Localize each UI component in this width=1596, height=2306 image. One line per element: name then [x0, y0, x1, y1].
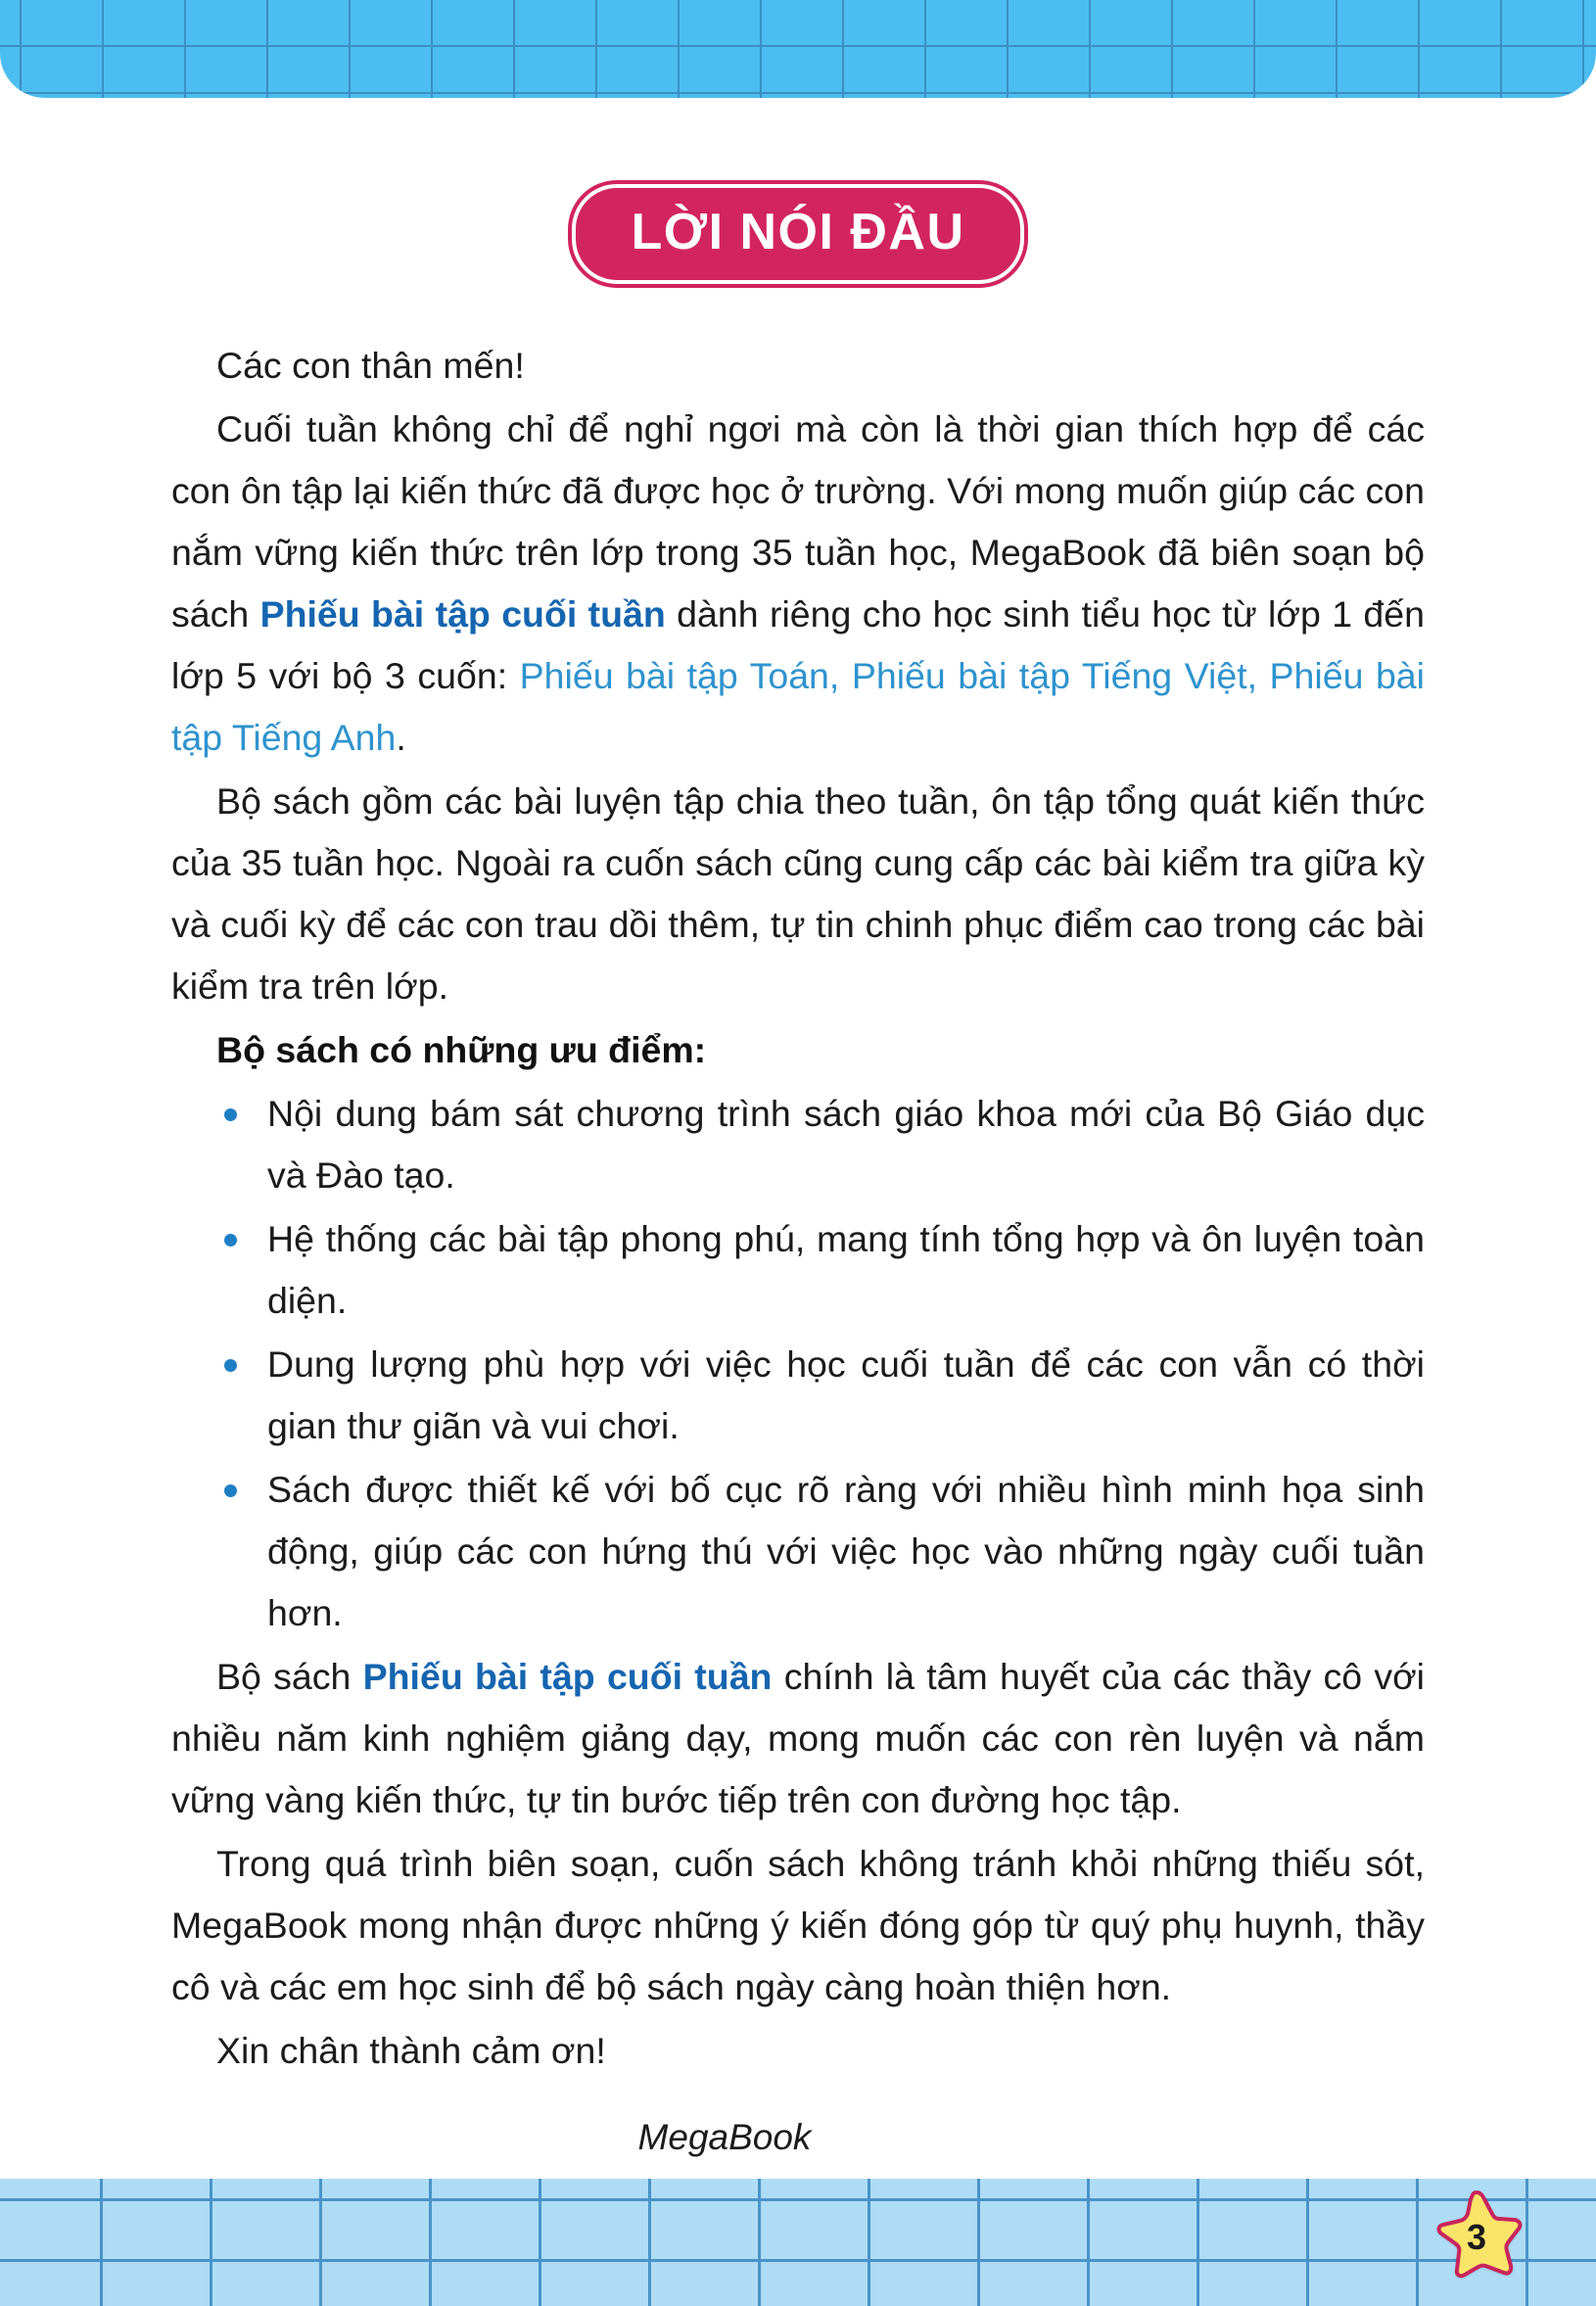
page-number-badge	[1428, 2188, 1526, 2284]
para3-bold-blue-title: Phiếu bài tập cuối tuần	[362, 1656, 773, 1697]
page-number: 3	[1466, 2217, 1487, 2257]
para5-text: Xin chân thành cảm ơn!	[216, 2030, 606, 2071]
list-item	[216, 1334, 1425, 1457]
list-item-text: Hệ thống các bài tập phong phú, mang tính tổng hợp và ôn luyện toàn diện.	[267, 1218, 1425, 1321]
advantages-heading	[171, 1019, 1425, 1081]
greeting-text: Các con thân mến!	[216, 345, 525, 386]
signature	[171, 2107, 1425, 2168]
list-item	[216, 1459, 1425, 1644]
list-item	[216, 1208, 1425, 1332]
para1-segment-3: .	[396, 717, 406, 758]
para1-book-titles: Phiếu bài tập Toán, Phiếu bài tập Tiếng Việt, Phiếu bài tập Tiếng Anh	[171, 655, 1425, 758]
list-item-text: Sách được thiết kế với bố cục rõ ràng với nhiều hình minh họa sinh động, giúp các con hứng thú với việc học vào những ngày cuối tuần hơn.	[267, 1469, 1425, 1633]
preface-body	[171, 335, 1425, 2168]
para3-segment-1: Bộ sách	[216, 1656, 363, 1697]
top-decorative-grid-band	[0, 0, 1596, 98]
advantages-heading-text: Bộ sách có những ưu điểm:	[216, 1029, 707, 1070]
list-item-text: Nội dung bám sát chương trình sách giáo khoa mới của Bộ Giáo dục và Đào tạo.	[267, 1093, 1425, 1196]
paragraph-3	[171, 1646, 1425, 1831]
page-title-container	[171, 184, 1425, 284]
signature-text: MegaBook	[637, 2117, 812, 2157]
paragraph-5	[171, 2020, 1425, 2082]
para1-segment-1: Cuối tuần không chỉ để nghỉ ngơi mà còn là thời gian thích hợp để các con ôn tập lại kiến thức đã được học ở trường. Với mong muốn giúp các con nắm vững kiến thức trên lớp trong 35 tuần học, MegaBook đã biên soạn bộ sách	[171, 408, 1425, 635]
advantages-list	[171, 1083, 1425, 1644]
page-title: LỜI NÓI ĐẦU	[631, 204, 965, 260]
para3-segment-2: chính là tâm huyết của các thầy cô với nhiều năm kinh nghiệm giảng dạy, mong muốn các con rèn luyện và nắm vững vàng kiến thức, tự tin bước tiếp trên con đường học tập.	[171, 1656, 1426, 1820]
para1-bold-blue-title: Phiếu bài tập cuối tuần	[259, 593, 666, 635]
para1-segment-2: dành riêng cho học sinh tiểu học từ lớp 1 đến lớp 5 với bộ 3 cuốn:	[171, 593, 1425, 696]
list-item	[216, 1083, 1425, 1206]
page-title-badge	[572, 184, 1023, 284]
paragraph-1	[171, 399, 1425, 769]
para4-text: Trong quá trình biên soạn, cuốn sách không tránh khỏi những thiếu sót, MegaBook mong nhận được những ý kiến đóng góp từ quý phụ huynh, thầy cô và các em học sinh để bộ sách ngày càng hoàn thiện hơn.	[171, 1843, 1425, 2007]
paragraph-greeting	[171, 335, 1425, 397]
bottom-decorative-band-wrap	[0, 2179, 1596, 2306]
page-content	[0, 98, 1596, 2168]
list-item-text: Dung lượng phù hợp với việc học cuối tuần để các con vẫn có thời gian thư giãn và vui chơi.	[267, 1343, 1425, 1446]
para2-text: Bộ sách gồm các bài luyện tập chia theo tuần, ôn tập tổng quát kiến thức của 35 tuần học. Ngoài ra cuốn sách cũng cung cấp các bài kiểm tra giữa kỳ và cuối kỳ để các con trau dồi thêm, tự tin chinh phục điểm cao trong các bài kiểm tra trên lớp.	[171, 780, 1425, 1007]
paragraph-4	[171, 1833, 1425, 2018]
bottom-decorative-grid-band	[0, 2179, 1596, 2306]
paragraph-2	[171, 771, 1425, 1017]
